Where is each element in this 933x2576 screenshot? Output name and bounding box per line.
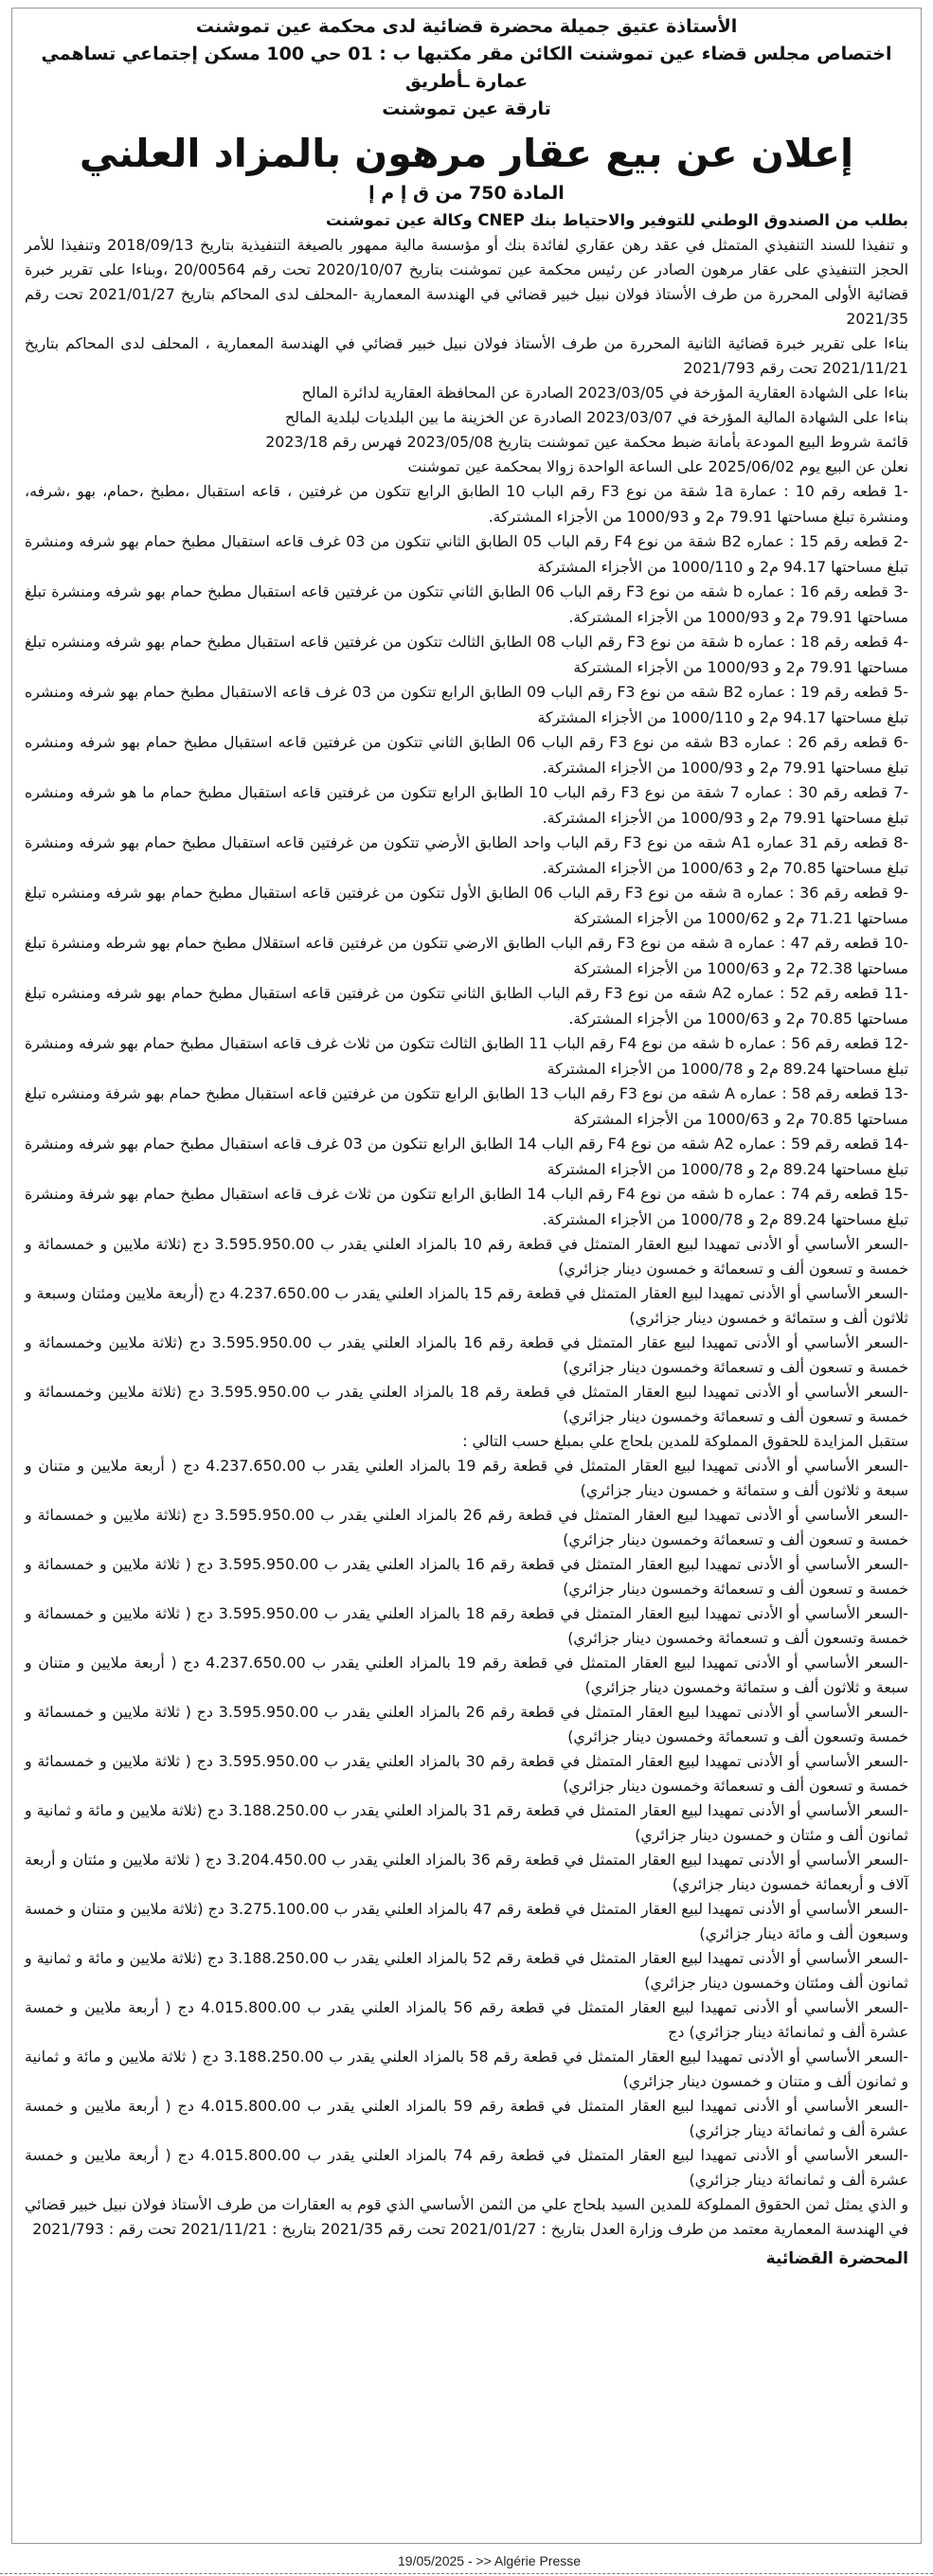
lot-item: -15 قطعه رقم 74 : عماره b شقه من نوع F4 رقم الباب 14 الطابق الرابع تتكون من ثلاث غرف قاعه استقبال مطبخ حمام بهو شرفة ومنشرة تبلغ مساحتها 89.24 م2 و 1000/78 من الأجزاء المشتركة.	[25, 1185, 908, 1228]
price-item: -السعر الأساسي أو الأدنى تمهيدا لبيع عقار المتمثل في قطعة رقم 16 بالمزاد العلني يقدر ب 3.595.950.00 دج (ثلاثة ملايين وخمسمائة و خمسة و تسعون ألف و تسعمائة وخمسون دينار جزائري)	[25, 1333, 908, 1376]
intro-paragraph: قائمة شروط البيع المودعة بأمانة ضبط محكمة عين تموشنت بتاريخ 2023/05/08 فهرس رقم 2023/18	[265, 433, 908, 451]
price-item: و الذي يمثل ثمن الحقوق المملوكة للمدين السيد بلحاج علي من الثمن الأساسي الذي قوم به العقارات من طرف الأستاذ فولان نبيل خبير قضائي في الهندسة المعمارية معتمد من طرف وزارة العدل بتاريخ : 2021/01/27 تحت رقم 2021/35 بتاريخ : 2021/11/21 تحت رقم : 2021/793	[25, 2195, 908, 2238]
signature: المحضرة القضائية	[765, 2249, 908, 2268]
price-item: -السعر الأساسي أو الأدنى تمهيدا لبيع العقار المتمثل في قطعة رقم 52 بالمزاد العلني يقدر ب 3.188.250.00 دج (ثلاثة ملايين و مائة و ثمانية و ثمانون ألف ومئتان وخمسون دينار جزائري)	[25, 1949, 908, 1992]
price-item: -السعر الأساسي أو الأدنى تمهيدا لبيع العقار المتمثل في قطعة رقم 19 بالمزاد العلني يقدر ب 4.237.650.00 دج ( أربعة ملايين و متنان و سبعة و ثلاثون ألف و ستمائة وخمسون دينار جزائري)	[25, 1654, 908, 1696]
price-item: -السعر الأساسي أو الأدنى تمهيدا لبيع العقار المتمثل في قطعة رقم 15 بالمزاد العلني يقدر ب 4.237.650.00 دج (أربعة ملايين ومئتان وسبعة و ثلاثون ألف و ستمائة و خمسون دينار جزائري)	[25, 1284, 908, 1327]
prices-section	[25, 1232, 908, 2242]
price-item: -السعر الأساسي أو الأدنى تمهيدا لبيع العقار المتمثل في قطعة رقم 58 بالمزاد العلني يقدر ب 3.188.250.00 دج ( ثلاثة ملايين و مائة و ثمانية و ثمانون ألف و متنان و خمسون دينار جزائري)	[25, 2048, 908, 2090]
lot-item: -12 قطعه رقم 56 : عماره b شقه من نوع F4 رقم الباب 11 الطابق الثالث تتكون من ثلاث غرف قاعه استقبال مطبخ حمام بهو شرفه ومنشرة تبلغ مساحتها 89.24 م2 و 1000/78 من الأجزاء المشتركة	[25, 1034, 908, 1078]
intro-paragraph: نعلن عن البيع يوم 2025/06/02 على الساعة الواحدة زوالا بمحكمة عين تموشنت	[407, 457, 908, 475]
footer-source: 19/05/2025 - >> Algérie Presse	[398, 2553, 582, 2568]
lot-item: -6 قطعه رقم 26 : عماره B3 شقه من نوع F3 رقم الباب 06 الطابق الثاني تتكون من غرفتين قاعه استقبال مطبخ حمام بهو شرفه ومنشره تبلغ مساحتها 79.91 م2 و 1000/93 من الأجزاء المشتركة.	[25, 733, 908, 777]
lot-item: -3 قطعه رقم 16 : عماره b شقه من نوع F3 رقم الباب 06 الطابق الثاني تتكون من غرفتين قاعه استقبال مطبخ حمام بهو شرفه ومنشرة تبلغ مساحتها 79.91 م2 و 1000/93 من الأجزاء المشتركة.	[25, 582, 908, 626]
header-line-3: تارقة عين تموشنت	[382, 98, 551, 119]
lot-item: -10 قطعه رقم 47 : عماره a شقه من نوع F3 رقم الباب الطابق الارضي تتكون من غرفتين قاعه استقلال مطبخ حمام بهو شرطه ومنشرة تبلغ مساحتها 72.38 م2 و 1000/63 من الأجزاء المشتركة	[25, 934, 908, 977]
header-line-1: الأستاذة عتيق جميلة محضرة قضائية لدى محكمة عين تموشنت	[195, 16, 738, 37]
price-item: -السعر الأساسي أو الأدنى تمهيدا لبيع العقار المتمثل في قطعة رقم 31 بالمزاد العلني يقدر ب 3.188.250.00 دج (ثلاثة ملايين و مائة و ثمانية و ثمانون ألف و مئتان و خمسون دينار جزائري)	[25, 1801, 908, 1844]
lot-item: -4 قطعه رقم 18 : عماره b شقة من نوع F3 رقم الباب 08 الطابق الثالث تتكون من غرفتين قاعه استقبال مطبخ حمام بهو شرفه ومنشره تبلغ مساحتها 79.91 م2 و 1000/93 من الأجزاء المشتركة	[25, 633, 908, 676]
lot-item: -1 قطعه رقم 10 : عمارة 1a شقة من نوع F3 رقم الباب 10 الطابق الرابع تتكون من غرفتين ، قاعه استقبال ،مطبخ ،حمام، بهو ،شرفه، ومنشرة تبلغ مساحتها 79.91 م2 و 1000/93 من الأجزاء المشتركة.	[25, 482, 908, 526]
notice-title: إعلان عن بيع عقار مرهون بالمزاد العلني	[79, 131, 854, 176]
price-item: -السعر الأساسي أو الأدنى تمهيدا لبيع العقار المتمثل في قطعة رقم 36 بالمزاد العلني يقدر ب 3.204.450.00 دج ( ثلاثة ملايين و مئتان و أربعة آلاف و أربعمائة خمسون دينار جزائري)	[25, 1851, 908, 1893]
price-item: -السعر الأساسي أو الأدنى تمهيدا لبيع العقار المتمثل في قطعة رقم 19 بالمزاد العلني يقدر ب 4.237.650.00 دج ( أربعة ملايين و متنان و سبعة و ثلاثون ألف و ستمائة و خمسون دينار جزائري)	[25, 1457, 908, 1499]
intro-paragraph: بطلب من الصندوق الوطني للتوفير والاحتياط بنك CNEP وكالة عين تموشنت	[326, 211, 908, 229]
price-item: -السعر الأساسي أو الأدنى تمهيدا لبيع العقار المتمثل في قطعة رقم 16 بالمزاد العلني يقدر ب 3.595.950.00 دج ( ثلاثة ملايين و خمسمائة و خمسة و تسعون ألف و تسعمائة وخمسون دينار جزائري)	[25, 1555, 908, 1598]
intro-paragraph: و تنفيذا للسند التنفيذي المتمثل في عقد رهن عقاري لفائدة بنك أو مؤسسة مالية ممهور بالصيغة التنفيذية بتاريخ 2018/09/13 وتنفيذا للأمر الحجز التنفيذي على عقار مرهون الصادر عن رئيس محكمة عين تموشنت بتاريخ 2020/10/07 تحت رقم 20/00564 ،وبناءا على تقرير خبرة قضائية الأولى المحررة من طرف الأستاذ فولان نبيل خبير قضائي في الهندسة المعمارية -المحلف لدى المحاكم بتاريخ 2021/01/27 تحت رقم 2021/35	[25, 236, 909, 328]
price-item: -السعر الأساسي أو الأدنى تمهيدا لبيع العقار المتمثل في قطعة رقم 47 بالمزاد العلني يقدر ب 3.275.100.00 دج (ثلاثة ملايين و متنان و خمسة وسبعون ألف و مائة دينار جزائري)	[25, 1900, 908, 1942]
price-item: -السعر الأساسي أو الأدنى تمهيدا لبيع العقار المتمثل في قطعة رقم 74 بالمزاد العلني يقدر ب 4.015.800.00 دج ( أربعة ملايين و خمسة عشرة ألف و ثمانمائة دينار جزائري)	[25, 2146, 908, 2189]
lots-section	[25, 479, 908, 1232]
footer	[0, 2546, 933, 2574]
intro-paragraph: بناءا على تقرير خبرة قضائية الثانية المحررة من طرف الأستاذ فولان نبيل خبير قضائي في الهندسة المعمارية ، المحلف لدى المحاكم بتاريخ 2021/11/21 تحت رقم 2021/793	[25, 334, 908, 377]
lot-item: -11 قطعه رقم 52 : عماره A2 شقه من نوع F3 رقم الباب الطابق الثاني تتكون من غرفتين قاعه استقبال مطبخ حمام بهو شرفه ومنشره تبلغ مساحتها 70.85 م2 و 1000/63 من الأجزاء المشتركة.	[25, 984, 908, 1028]
lot-item: -2 قطعه رقم 15 : عماره B2 شقة من نوع F4 رقم الباب 05 الطابق الثاني تتكون من 03 غرف قاعه استقبال مطبخ حمام بهو شرفه ومنشرة تبلغ مساحتها 94.17 م2 و 1000/110 من الأجزاء المشتركة	[25, 532, 908, 576]
lot-item: -13 قطعه رقم 58 : عماره A شقه من نوع F3 رقم الباب 13 الطابق الرابع تتكون من غرفتين قاعه استقبال مطبخ حمام بهو شرفة ومنشره تبلغ مساحتها 70.85 م2 و 1000/63 من الأجزاء المشتركة	[25, 1084, 908, 1128]
intro-paragraph: بناءا على الشهادة المالية المؤرخة في 2023/03/07 الصادرة عن الخزينة ما بين البلديات لبلدية المالح	[285, 408, 908, 426]
price-item: -السعر الأساسي أو الأدنى تمهيدا لبيع العقار المتمثل في قطعة رقم 59 بالمزاد العلني يقدر ب 4.015.800.00 دج ( أربعة ملايين و خمسة عشرة ألف و ثمانمائة دينار جزائري)	[25, 2097, 908, 2139]
price-item: -السعر الأساسي أو الأدنى تمهيدا لبيع العقار المتمثل في قطعة رقم 26 بالمزاد العلني يقدر ب 3.595.950.00 دج (ثلاثة ملايين و خمسمائة و خمسة و تسعون ألف و تسعمائة وخمسون دينار جزائري)	[25, 1506, 908, 1548]
lot-item: -9 قطعه رقم 36 : عماره a شقه من نوع F3 رقم الباب 06 الطابق الأول تتكون من غرفتين قاعه استقبال مطبخ حمام بهو شرفه ومنشره تبلغ مساحتها 71.21 م2 و 1000/62 من الأجزاء المشتركة	[25, 884, 908, 927]
price-item: -السعر الأساسي أو الأدنى تمهيدا لبيع العقار المتمثل في قطعة رقم 10 بالمزاد العلني يقدر ب 3.595.950.00 دج (ثلاثة ملايين و خمسمائة و خمسة و تسعون ألف و تسعمائة و خمسون دينار جزائري)	[25, 1235, 908, 1278]
price-item: -السعر الأساسي أو الأدنى تمهيدا لبيع العقار المتمثل في قطعة رقم 26 بالمزاد العلني يقدر ب 3.595.950.00 دج ( ثلاثة ملايين و خمسمائة و خمسة وتسعون ألف و تسعمائة وخمسون دينار جزائري)	[25, 1703, 908, 1745]
intro-section	[25, 208, 908, 479]
lot-item: -14 قطعه رقم 59 : عماره A2 شقه من نوع F4 رقم الباب 14 الطابق الرابع تتكون من 03 غرف قاعه استقبال مطبخ حمام بهو شرفه ومنشرة تبلغ مساحتها 89.24 م2 و 1000/78 من الأجزاء المشتركة	[25, 1135, 908, 1178]
article-reference: المادة 750 من ق إ م إ	[368, 183, 565, 204]
price-item: ستقبل المزايدة للحقوق المملوكة للمدين بلحاج علي بمبلغ حسب التالي :	[462, 1432, 908, 1450]
price-item: -السعر الأساسي أو الأدنى تمهيدا لبيع العقار المتمثل في قطعة رقم 18 بالمزاد العلني يقدر ب 3.595.950.00 دج (ثلاثة ملايين وخمسمائة و خمسة و تسعون ألف و تسعمائة وخمسون دينار جزائري)	[25, 1383, 908, 1425]
lot-item: -8 قطعه رقم 31 عماره A1 شقه من نوع F3 رقم الباب واحد الطابق الأرضي تتكون من غرفتين قاعه استقبال مطبخ حمام بهو شرفه ومنشرة تبلغ مساحتها 70.85 م2 و 1000/63 من الأجزاء المشتركة.	[25, 833, 908, 877]
footer-divider	[0, 2573, 933, 2574]
price-item: -السعر الأساسي أو الأدنى تمهيدا لبيع العقار المتمثل في قطعة رقم 56 بالمزاد العلني يقدر ب 4.015.800.00 دج ( أربعة ملايين و خمسة عشرة ألف و ثمانمائة دينار جزائري) دج	[25, 1998, 908, 2041]
lot-item: -5 قطعه رقم 19 : عماره B2 شقه من نوع F3 رقم الباب 09 الطابق الرابع تتكون من 03 غرف قاعه الاستقبال مطبخ حمام بهو شرفه ومنشره تبلغ مساحتها 94.17 م2 و 1000/110 من الأجزاء المشتركة	[25, 683, 908, 726]
lot-item: -7 قطعه رقم 30 : عماره 7 شقة من نوع F3 رقم الباب 10 الطابق الرابع تتكون من غرفتين قاعه استقبال مطبخ حمام ما هو شرفه ومنشره تبلغ مساحتها 79.91 م2 و 1000/93 من الأجزاء المشتركة.	[25, 783, 908, 827]
price-item: -السعر الأساسي أو الأدنى تمهيدا لبيع العقار المتمثل في قطعة رقم 30 بالمزاد العلني يقدر ب 3.595.950.00 دج ( ثلاثة ملايين و خمسمائة و خمسة و تسعون ألف و تسعمائة وخمسون دينار جزائري)	[25, 1752, 908, 1795]
header-line-2: اختصاص مجلس قضاء عين تموشنت الكائن مقر مكتبها ب : 01 حي 100 مسكن إجتماعي تساهمي عمارة ـأطريق	[41, 44, 892, 92]
intro-paragraph: بناءا على الشهادة العقارية المؤرخة في 2023/03/05 الصادرة عن المحافظة العقارية لدائرة المالح	[301, 384, 908, 402]
price-item: -السعر الأساسي أو الأدنى تمهيدا لبيع العقار المتمثل في قطعة رقم 18 بالمزاد العلني يقدر ب 3.595.950.00 دج ( ثلاثة ملايين و خمسمائة و خمسة وتسعون ألف و تسعمائة وخمسون دينار جزائري)	[25, 1604, 908, 1647]
